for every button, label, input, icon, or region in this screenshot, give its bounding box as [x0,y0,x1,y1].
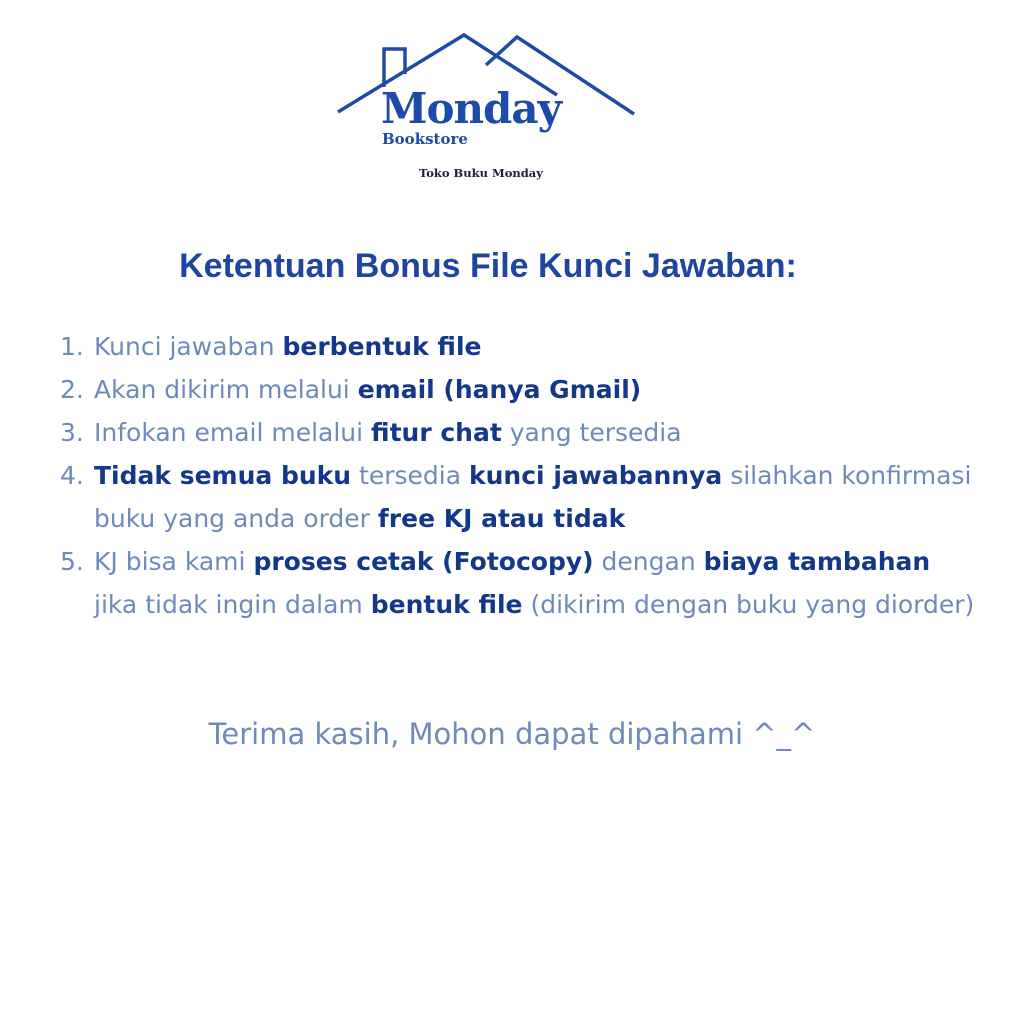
rule-text: dengan [593,547,704,576]
rule-item [60,411,980,454]
rule-emphasis: fitur chat [371,418,502,447]
rule-number: 1. [60,332,84,361]
rule-text: yang tersedia [501,418,682,447]
rule-emphasis: kunci jawabannya [469,461,723,490]
rule-emphasis: email (hanya Gmail) [357,375,642,404]
rule-emphasis: biaya tambahan [703,547,931,576]
rule-text: Kunci jawaban [94,332,283,361]
rule-item [60,540,980,626]
rule-item [60,368,980,411]
rule-emphasis: bentuk file [370,590,523,619]
rules-list [60,325,980,626]
brand-subtitle: Bookstore [382,130,468,148]
rule-item [60,325,980,368]
rule-number: 5. [60,547,84,576]
rule-item [60,454,980,540]
closing-message: Terima kasih, Mohon dapat dipahami ^_^ [208,717,816,751]
rule-number: 4. [60,461,84,490]
rule-text: silahkan konfirmasi buku yang anda order [94,461,972,533]
rule-text: jika tidak ingin dalam [94,590,371,619]
page-title: Ketentuan Bonus File Kunci Jawaban: [179,247,797,285]
brand-tagline: Toko Buku Monday [419,166,543,180]
rule-emphasis: proses cetak (Fotocopy) [253,547,594,576]
rule-text: Infokan email melalui [94,418,372,447]
rule-text: (dikirim dengan buku yang diorder) [522,590,975,619]
rule-number: 2. [60,375,84,404]
rule-emphasis: berbentuk file [282,332,482,361]
logo [0,0,1024,200]
rule-emphasis: Tidak semua buku [94,461,352,490]
rule-number: 3. [60,418,84,447]
rule-text: KJ bisa kami [94,547,254,576]
rule-emphasis: free KJ atau tidak [377,504,626,533]
rule-text: Akan dikirim melalui [94,375,358,404]
rule-text: tersedia [351,461,469,490]
brand-name: Monday [381,84,562,133]
